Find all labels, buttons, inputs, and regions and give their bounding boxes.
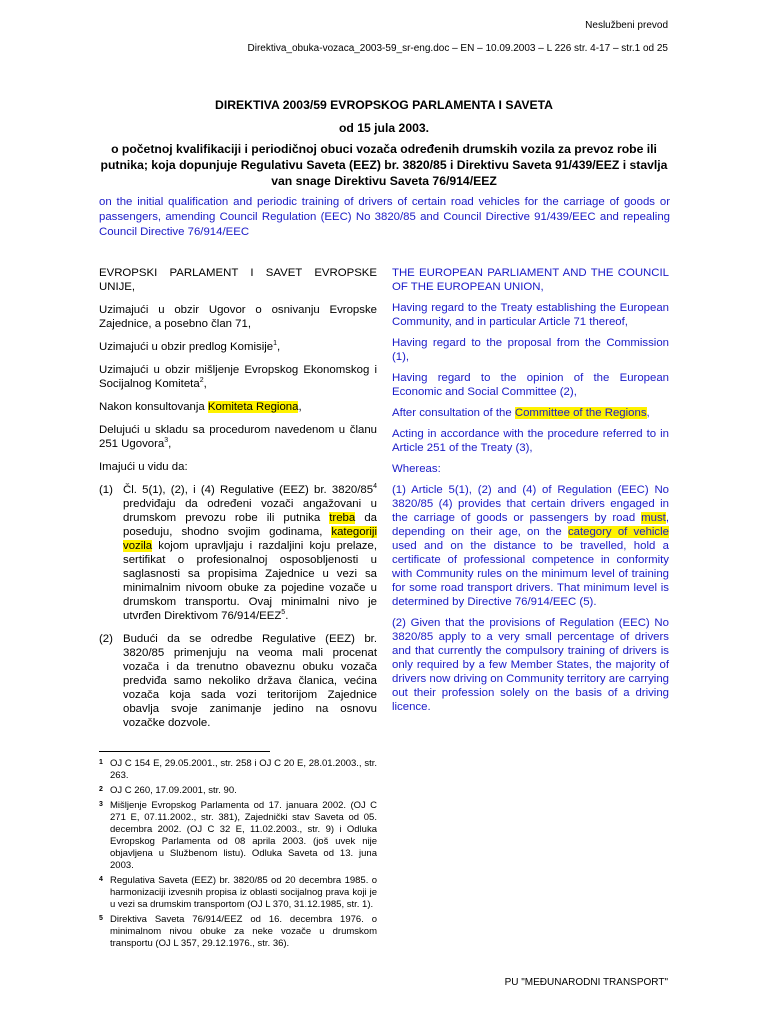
header-note: Neslužbeni prevod (585, 20, 668, 31)
highlight: Committee of the Regions (514, 407, 647, 419)
preamble-committee-en: Having regard to the opinion of the European Economic and Social Committee (2), (392, 372, 669, 398)
footnote-divider (99, 751, 270, 752)
recital-1-en: (1) Article 5(1), (2) and (4) of Regulation (EEC) No 3820/85 (4) provides that certain drivers engaged in the carriage of goods or passengers by road must, depending on their age, on the category of vehicle used and on the distance to be travelled, hold a certificate of professional competence in conformity with Community rules on the minimum level of training for some road transport drivers. That minimum level is determined by Directive 76/914/EEC (5). (392, 484, 669, 608)
document-title: DIREKTIVA 2003/59 EVROPSKOG PARLAMENTA I SAVETA (215, 98, 553, 112)
preamble-parliament: EVROPSKI PARLAMENT I SAVET EVROPSKE UNIJE, (99, 267, 377, 293)
preamble-committee: Uzimajući u obzir mišljenje Evropskog Ekonomskog i Socijalnog Komiteta$^2$, (99, 364, 377, 390)
footnote-number: 4 (99, 876, 103, 883)
recital-2-en: (2) Given that the provisions of Regulation (EEC) No 3820/85 apply to a very small percentage of drivers and that currently the compulsory training of drivers is only required by a few Member States, the majority of drivers now driving on Community territory are carrying out their profession solely on the basis of a driving licence. (392, 617, 669, 713)
highlight: category of vehicle (567, 526, 669, 538)
footnotes (99, 758, 377, 953)
page-footer: PU "MEĐUNARODNI TRANSPORT" (504, 977, 668, 988)
footnote (99, 914, 377, 950)
preamble-treaty: Uzimajući u obzir Ugovor o osnivanju Evropske Zajednice, a posebno član 71, (99, 304, 377, 330)
preamble-procedure-en: Acting in accordance with the procedure referred to in Article 251 of the Treaty (3), (392, 428, 669, 454)
footnote-ref: 3 (164, 437, 169, 445)
preamble-treaty-en: Having regard to the Treaty establishing the European Community, and in particular Article 71 thereof, (392, 302, 669, 328)
document-subject-english: on the initial qualification and periodic training of drivers of certain road vehicles for the carriage of goods or passengers, amending Council Regulation (EEC) No 3820/85 and Council Directive 91/439/EEC and repealing Council Directive 76/914/EEC (99, 196, 670, 238)
recital-text: Čl. 5(1), (2), i (4) Regulative (EEZ) br. $3820/85^4$ predviđaju da određeni vozači angažovani u drumskom prevozu robe ili putnika treba da poseduju, shodno svojim godinama, kategoriji vozila kojom upravljaju i razdaljini koju prelaze, sertifikat o profesionalnoj osposobljenosti u saglasnosti sa propisima Zajednice u vezi sa minimalnim nivoom obuke za pojedine vozače u drumskom transportu. Ovaj minimalni nivo je utvrđen Direktivom 76/914/EEZ$^5$. (123, 483, 377, 622)
highlight: Komiteta Regiona (207, 401, 299, 413)
document-date: od 15 jula 2003. (338, 121, 430, 135)
preamble-commission-en: Having regard to the proposal from the Commission (1), (392, 337, 669, 363)
footnote (99, 785, 377, 797)
recital-number: (1) (99, 484, 113, 496)
footnote-text: Mišljenje Evropskog Parlamenta od 17. januara 2002. (OJ C 271 E, 07.11.2002., str. 381), Zajednički stav Saveta od 05. decembra 2002. (OJ C 32 E, 11.02.2003., str. 9) i Odluka Evropskog Parlamenta od 08 aprila 2003. (još uvek nije objavljena u Službenom listu). Odluka Saveta od 13. juna 2003. (110, 800, 377, 871)
document-subject-serbian: o početnoj kvalifikaciji i periodičnoj obuci vozača određenih drumskih vozila za prevoz robe ili putnika; koja dopunjuje Regulativu Saveta (EEZ) br. 3820/85 i Direktivu Saveta 91/439/EEZ i stavlja van snage Direktivu Saveta 76/914/EEZ (100, 142, 668, 188)
footnote-number: 3 (99, 801, 103, 808)
footnote-ref: 4 (373, 483, 377, 491)
highlight: must (641, 512, 666, 524)
preamble-regions-en: After consultation of the Committee of the Regions, (392, 407, 650, 419)
footnote-number: 1 (99, 759, 103, 766)
serbian-column (99, 266, 377, 730)
footnote-text: OJ C 260, 17.09.2001, str. 90. (110, 785, 237, 796)
recital-1 (99, 483, 377, 623)
header-document-reference: Direktiva_obuka-vozaca_2003-59_sr-eng.doc – EN – 10.09.2003 – L 226 str. 4-17 – str.1 od 25 (247, 43, 668, 54)
preamble-whereas-en: Whereas: (392, 463, 441, 475)
footnote-ref: 5 (281, 609, 286, 617)
preamble-regions: Nakon konsultovanja Komiteta Regiona, (99, 401, 302, 413)
footnote-ref: 2 (199, 377, 204, 385)
preamble-commission: Uzimajući u obzir predlog Komisije$^1$, (99, 340, 281, 353)
footnote-text: OJ C 154 E, 29.05.2001., str. 258 i OJ C 20 E, 28.01.2003., str. 263. (110, 758, 377, 781)
footnote (99, 875, 377, 911)
footnote-number: 5 (99, 915, 103, 922)
footnote (99, 800, 377, 872)
footnote-ref: 1 (273, 340, 277, 348)
footnote (99, 758, 377, 782)
preamble-whereas: Imajući u vidu da: (99, 461, 188, 473)
highlight: treba (329, 512, 356, 524)
footnote-number: 2 (99, 786, 103, 793)
footnote-text: Regulativa Saveta (EEZ) br. 3820/85 od 20 decembra 1985. o harmonizaciji izvesnih propisa iz oblasti socijalnog prava koji je u vezi sa drumskim transportom (OJ L 370, 31.12.1985, str. 1). (110, 875, 377, 910)
recital-2 (99, 632, 377, 730)
english-column (392, 266, 669, 721)
recital-number: (2) (99, 633, 113, 645)
highlight: kategoriji vozila (123, 526, 377, 552)
preamble-parliament-en: THE EUROPEAN PARLIAMENT AND THE COUNCIL OF THE EUROPEAN UNION, (392, 267, 669, 293)
preamble-procedure: Delujući u skladu sa procedurom navedenom u članu 251 Ugovora$^3$, (99, 424, 377, 450)
footnote-text: Direktiva Saveta 76/914/EEZ od 16. decembra 1976. o minimalnom nivou obuke za neke vozače u drumskom transportu (OJ L 357, 29.12.1976., str. 36). (110, 914, 377, 949)
recital-text: Budući da se odredbe Regulative (EEZ) br. 3820/85 primenjuju na veoma mali procenat vozača i da trenutno obaveznu obuku vozača predviđa samo nekoliko država članica, većina vozača koja sada vozi teritorijom Zajednice obavlja svoje zanimanje jedino na osnovu vozačke dozvole. (123, 633, 377, 729)
